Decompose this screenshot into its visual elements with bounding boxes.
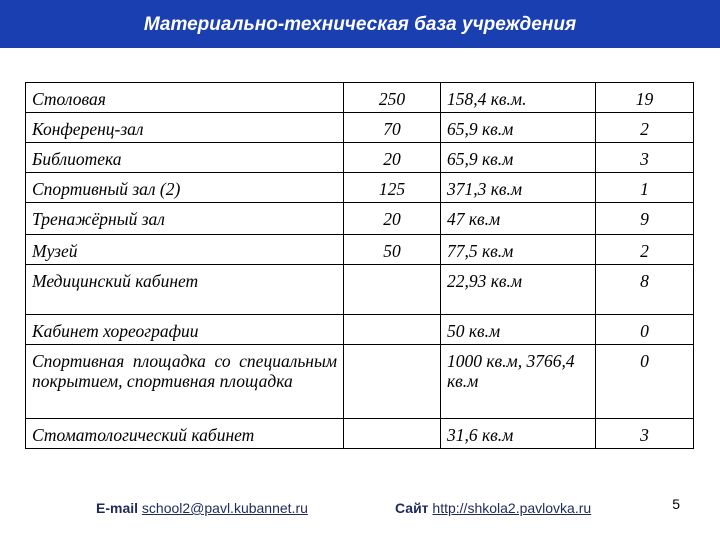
row-name: Кабинет хореографии <box>26 315 344 345</box>
facilities-table <box>25 82 694 449</box>
table-row <box>26 235 694 265</box>
footer-site <box>395 500 591 516</box>
row-count: 3 <box>596 419 694 449</box>
row-count: 1 <box>596 173 694 203</box>
row-count: 0 <box>596 315 694 345</box>
row-name: Тренажёрный зал <box>26 203 344 235</box>
site-link[interactable]: http://shkola2.pavlovka.ru <box>432 500 592 516</box>
row-seats <box>344 315 441 345</box>
row-area: 77,5 кв.м <box>441 235 596 265</box>
row-count: 9 <box>596 203 694 235</box>
row-name: Спортивная площадка со специальным покрытием, спортивная площадка <box>26 345 344 419</box>
row-name: Столовая <box>26 83 344 113</box>
row-area: 50 кв.м <box>441 315 596 345</box>
footer-email <box>96 500 308 516</box>
row-area: 1000 кв.м, 3766,4 кв.м <box>441 345 596 419</box>
row-count: 2 <box>596 113 694 143</box>
row-area: 65,9 кв.м <box>441 143 596 173</box>
row-seats: 250 <box>344 83 441 113</box>
row-area: 65,9 кв.м <box>441 113 596 143</box>
row-name: Спортивный зал (2) <box>26 173 344 203</box>
row-seats: 50 <box>344 235 441 265</box>
row-name: Музей <box>26 235 344 265</box>
row-name: Медицинский кабинет <box>26 265 344 315</box>
row-seats: 125 <box>344 173 441 203</box>
page-number: 5 <box>672 496 680 512</box>
email-label: E-mail <box>96 500 139 516</box>
row-seats <box>344 419 441 449</box>
table-row <box>26 83 694 113</box>
row-count: 0 <box>596 345 694 419</box>
row-count: 2 <box>596 235 694 265</box>
row-count: 8 <box>596 265 694 315</box>
row-seats: 20 <box>344 143 441 173</box>
row-name: Стоматологический кабинет <box>26 419 344 449</box>
table-row <box>26 173 694 203</box>
site-label: Сайт <box>395 500 429 516</box>
row-area: 371,3 кв.м <box>441 173 596 203</box>
row-seats <box>344 265 441 315</box>
table-row <box>26 419 694 449</box>
table-row <box>26 345 694 419</box>
row-area: 158,4 кв.м. <box>441 83 596 113</box>
row-name: Конференц-зал <box>26 113 344 143</box>
table-row <box>26 315 694 345</box>
row-name: Библиотека <box>26 143 344 173</box>
email-link[interactable]: school2@pavl.kubannet.ru <box>141 500 308 516</box>
row-area: 47 кв.м <box>441 203 596 235</box>
row-seats: 20 <box>344 203 441 235</box>
row-seats: 70 <box>344 113 441 143</box>
slide-title: Материально-техническая база учреждения <box>143 14 577 35</box>
row-area: 22,93 кв.м <box>441 265 596 315</box>
row-count: 19 <box>596 83 694 113</box>
row-seats <box>344 345 441 419</box>
table-row <box>26 265 694 315</box>
table-row <box>26 203 694 235</box>
table-row <box>26 113 694 143</box>
table-row <box>26 143 694 173</box>
slide-title-banner <box>0 0 720 48</box>
row-area: 31,6 кв.м <box>441 419 596 449</box>
row-count: 3 <box>596 143 694 173</box>
